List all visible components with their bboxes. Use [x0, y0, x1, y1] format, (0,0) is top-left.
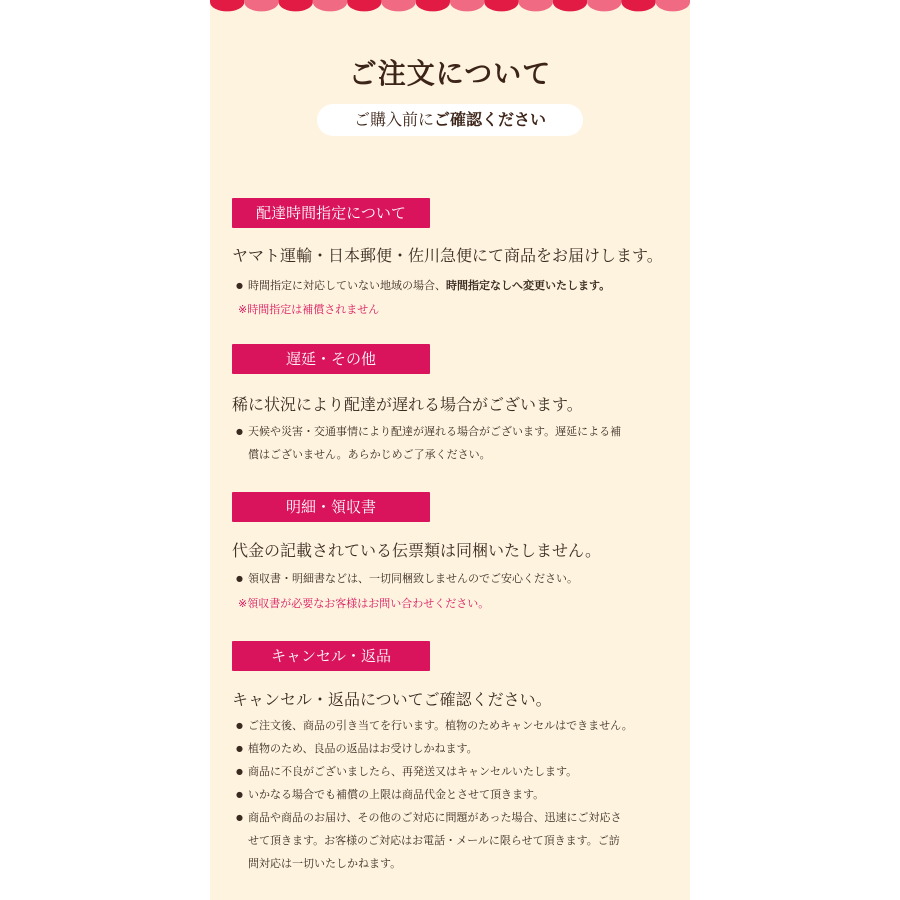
awning-scallop — [553, 0, 587, 11]
awning-scallop — [244, 0, 278, 11]
awning-scallop — [416, 0, 450, 11]
bullet-list — [232, 714, 672, 875]
bullet-item: ● 天候や災害・交通事情により配達が遅れる場合がございます。遅延による補 償はございません。あらかじめご了承ください。 — [232, 420, 672, 466]
section-note: ※時間指定は補償されません — [238, 303, 380, 316]
bullet-list — [232, 567, 672, 590]
awning-scallop — [279, 0, 313, 11]
section-note: ※領収書が必要なお客様はお問い合わせください。 — [238, 597, 490, 610]
awning-scallop — [519, 0, 553, 11]
bullet-item: ● 商品に不良がございましたら、再発送又はキャンセルいたします。 — [232, 760, 672, 783]
awning-scallop — [621, 0, 655, 11]
bullet-item: ● いかなる場合でも補償の上限は商品代金とさせて頂きます。 — [232, 783, 672, 806]
awning-scallop — [450, 0, 484, 11]
bullet-list — [232, 420, 672, 466]
bullet-list — [232, 274, 672, 297]
bullet-item: ● 植物のため、良品の返品はお受けしかねます。 — [232, 737, 672, 760]
section-heading: 明細・領収書 — [232, 492, 430, 522]
section-lead: 稀に状況により配達が遅れる場合がございます。 — [232, 395, 583, 414]
awning-scallop — [313, 0, 347, 11]
section-lead: ヤマト運輸・日本郵便・佐川急便にて商品をお届けします。 — [232, 246, 663, 265]
awning-scallop — [347, 0, 381, 11]
subtitle-prefix: ご購入前に — [353, 110, 434, 129]
bullet-bold-text: 時間指定なしへ変更いたします。 — [446, 279, 611, 292]
bullet-item: ● 商品や商品のお届け、その他のご対応に問題があった場合、迅速にご対応さ せて頂きます。お客様のご対応はお電話・メールに限らせて頂きます。ご訪 問対応は一切いたしかねます。 — [232, 806, 672, 875]
section-delivery-time — [232, 198, 672, 317]
page-title: ご注文について — [348, 57, 552, 90]
section-heading: 配達時間指定について — [232, 198, 430, 228]
awning-scallop — [484, 0, 518, 11]
section-lead: 代金の記載されている伝票類は同梱いたしません。 — [232, 541, 601, 560]
awning-scallop — [587, 0, 621, 11]
awning-decoration — [210, 0, 690, 18]
bullet-item: ● 領収書・明細書などは、一切同梱致しませんのでご安心ください。 — [232, 567, 672, 590]
awning-scallop — [656, 0, 690, 11]
section-delay — [232, 344, 672, 466]
section-heading: キャンセル・返品 — [232, 641, 430, 671]
section-heading: 遅延・その他 — [232, 344, 430, 374]
bullet-item: ● ご注文後、商品の引き当てを行います。植物のためキャンセルはできません。 — [232, 714, 672, 737]
subtitle-badge — [317, 104, 583, 136]
awning-scallop — [210, 0, 244, 11]
section-lead: キャンセル・返品についてご確認ください。 — [232, 690, 552, 709]
bullet-item — [232, 274, 672, 297]
awning-scallop — [381, 0, 415, 11]
subtitle-emphasis: ご確認ください — [434, 110, 547, 129]
section-receipt — [232, 492, 672, 611]
order-info-panel — [210, 0, 690, 900]
bullet-text: 時間指定に対応していない地域の場合、 — [248, 279, 446, 292]
section-cancel-return — [232, 641, 672, 875]
